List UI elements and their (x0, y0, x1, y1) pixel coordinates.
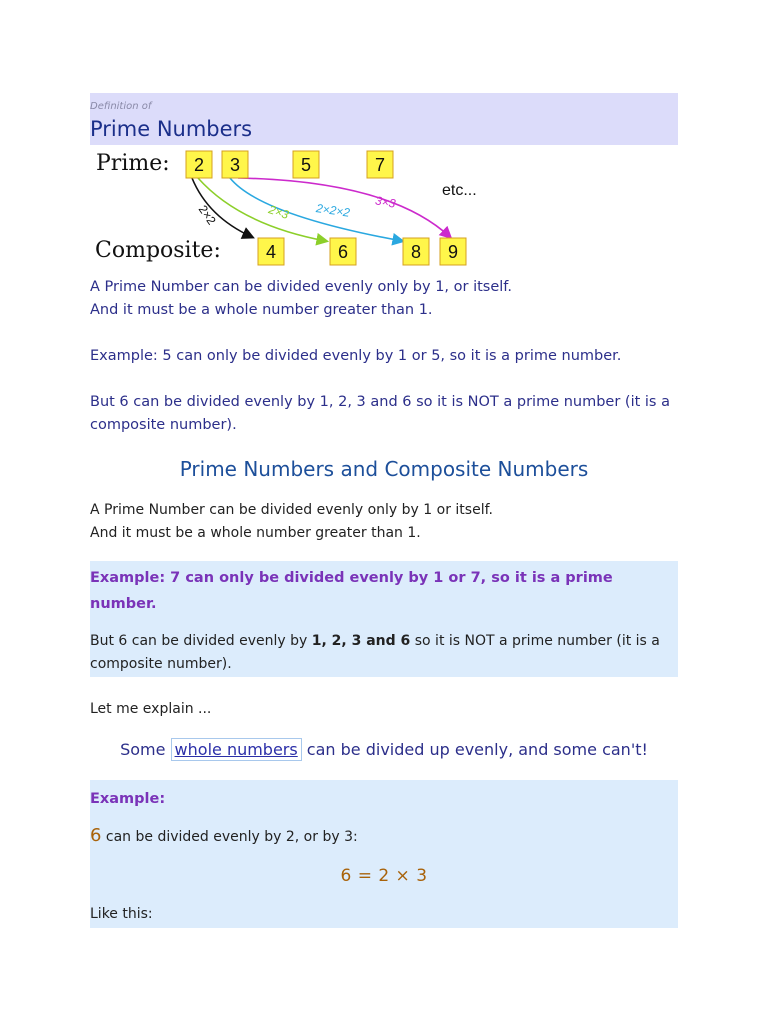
section-intro (90, 499, 678, 545)
composite-boxes (258, 238, 466, 265)
composite-box-4 (258, 238, 284, 265)
arrow-label-2x3: 2×3 (266, 202, 291, 222)
some-post: can be divided up evenly, and some can't! (301, 740, 648, 759)
example-7-bold: Example: 7 can only be divided evenly by 1 or 7, so it is a prime number. (90, 570, 613, 612)
example-6-pre: But 6 can be divided evenly by (90, 633, 312, 649)
equation: 6 = 2 × 3 (340, 866, 428, 886)
some-whole-numbers-line (90, 740, 678, 759)
like-this: Like this: (90, 906, 153, 922)
section-line-1: A Prime Number can be divided evenly only by 1 or itself. (90, 502, 493, 518)
intro-line-1: A Prime Number can be divided evenly only by 1, or itself. (90, 279, 512, 295)
six-text: can be divided evenly by 2, or by 3: (101, 829, 358, 845)
prime-box-3 (222, 151, 248, 178)
arrow-label-3x3: 3×3 (374, 193, 397, 211)
arrow-label-2x2x2: 2×2×2 (315, 201, 351, 220)
intro-block (90, 276, 678, 437)
definition-small-label: Definition of (90, 101, 152, 112)
prime-box-5 (293, 151, 319, 178)
composite-label: Composite: (95, 238, 221, 263)
svg-text:7: 7 (374, 155, 386, 175)
prime-boxes (186, 151, 393, 178)
diagram-svg (90, 145, 510, 271)
prime-composite-diagram (90, 145, 678, 271)
section-line-2: And it must be a whole number greater than 1. (90, 525, 421, 541)
composite-box-8 (403, 238, 429, 265)
composite-box-6 (330, 238, 356, 265)
svg-text:6: 6 (337, 242, 349, 262)
definition-title: Prime Numbers (90, 117, 253, 141)
svg-text:5: 5 (300, 155, 312, 175)
section-title: Prime Numbers and Composite Numbers (179, 457, 589, 481)
svg-text:2: 2 (193, 155, 205, 175)
definition-header (90, 93, 678, 145)
arrow-label-2x2: 2×2 (195, 202, 219, 228)
etc-label: etc... (442, 182, 477, 199)
document-page (90, 93, 678, 928)
prime-box-7 (367, 151, 393, 178)
svg-text:8: 8 (410, 242, 422, 262)
some-pre: Some (120, 740, 171, 759)
example-box-2 (90, 780, 678, 928)
intro-line-2: And it must be a whole number greater than 1. (90, 302, 433, 318)
intro-but: But 6 can be divided evenly by 1, 2, 3 and 6 so it is NOT a prime number (it is a composite number). (90, 394, 670, 433)
let-me-explain: Let me explain ... (90, 701, 212, 717)
example-6-line (90, 630, 678, 676)
arrow-2x3 (195, 178, 326, 241)
example-label: Example: (90, 791, 166, 807)
whole-numbers-link[interactable]: whole numbers (171, 738, 302, 761)
svg-text:9: 9 (447, 242, 459, 262)
prime-box-2 (186, 151, 212, 178)
prime-label: Prime: (96, 151, 170, 176)
svg-text:3: 3 (229, 155, 241, 175)
example-6-post: so it is NOT a prime number (it is a composite number). (90, 633, 660, 672)
six-number: 6 (90, 825, 102, 846)
composite-box-9 (440, 238, 466, 265)
six-line (90, 824, 678, 849)
intro-example: Example: 5 can only be divided evenly by 1 or 5, so it is a prime number. (90, 348, 622, 364)
example-box-1 (90, 561, 678, 677)
example-6-bold: 1, 2, 3 and 6 (311, 633, 411, 649)
svg-text:4: 4 (265, 242, 277, 262)
